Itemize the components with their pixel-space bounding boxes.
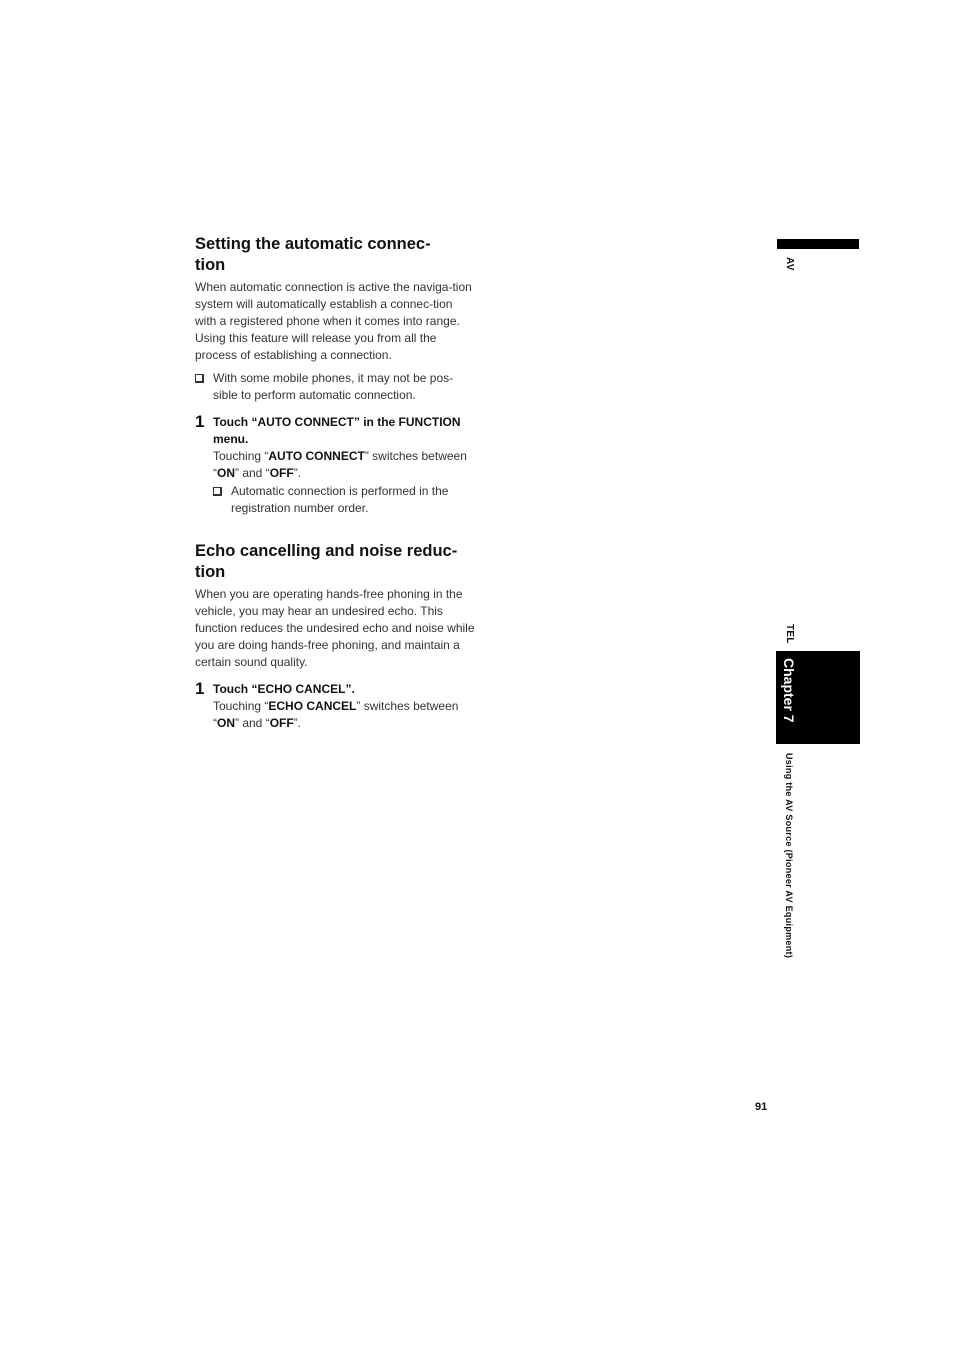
section-echo-cancelling: [195, 541, 475, 732]
on-label: ON: [217, 466, 235, 480]
tel-section-label: TEL: [784, 624, 795, 644]
heading-line: Setting the automatic connec-: [195, 235, 431, 253]
note-text: Automatic connection is performed in the registration number order.: [231, 484, 449, 515]
step-body-text: ” switches between “: [213, 449, 467, 480]
key-label: AUTO CONNECT: [268, 449, 365, 463]
step-body-text: Touching “: [213, 449, 269, 463]
body-paragraph: When automatic connection is active the naviga-tion system will automatically establish a connec-tion with a registered phone when it comes into range. Using this feature will release you from all the process of establishing a connection.: [195, 280, 472, 362]
section-heading: [195, 541, 475, 583]
section-heading: [195, 234, 475, 276]
note-checkbox-icon: [195, 374, 204, 383]
section-automatic-connection: [195, 234, 475, 517]
note-item: [213, 483, 475, 517]
heading-line: Echo cancelling and noise reduc-: [195, 542, 458, 560]
heading-line: tion: [195, 563, 226, 581]
step-body: [213, 698, 475, 732]
note-text: With some mobile phones, it may not be pos-sible to perform automatic connection.: [213, 371, 454, 402]
step-item: [195, 414, 475, 517]
chapter-label: Chapter 7: [781, 658, 797, 723]
off-label: OFF: [269, 466, 294, 480]
step-number: 1: [195, 412, 205, 431]
chapter-title-label: Using the AV Source (Pioneer AV Equipment): [784, 753, 794, 959]
heading-line: tion: [195, 256, 226, 274]
off-label: OFF: [269, 716, 294, 730]
step-title: Touch “ECHO CANCEL”.: [213, 682, 355, 696]
step-number: 1: [195, 679, 205, 698]
step-title: Touch “AUTO CONNECT” in the FUNCTION menu.: [213, 415, 461, 446]
av-section-label: AV: [784, 257, 795, 271]
step-item: [195, 681, 475, 732]
page-number: 91: [755, 1101, 768, 1113]
step-body-text: ” and “: [235, 716, 270, 730]
note-item: [195, 370, 475, 404]
note-checkbox-icon: [213, 487, 222, 496]
step-body-text: ”.: [293, 466, 302, 480]
step-body-text: ” switches between “: [213, 699, 459, 730]
key-label: ECHO CANCEL: [268, 699, 357, 713]
body-paragraph: When you are operating hands-free phoning in the vehicle, you may hear an undesired echo. This function reduces the undesired echo and noise while you are doing hands-free phoning, and maintain a certain sound quality.: [195, 587, 475, 669]
step-body-text: ”.: [293, 716, 302, 730]
on-label: ON: [217, 716, 235, 730]
main-column: [195, 234, 475, 732]
step-body-text: ” and “: [235, 466, 270, 480]
step-body: [213, 448, 475, 482]
section-tab-bar: [777, 239, 859, 249]
step-body-text: Touching “: [213, 699, 269, 713]
